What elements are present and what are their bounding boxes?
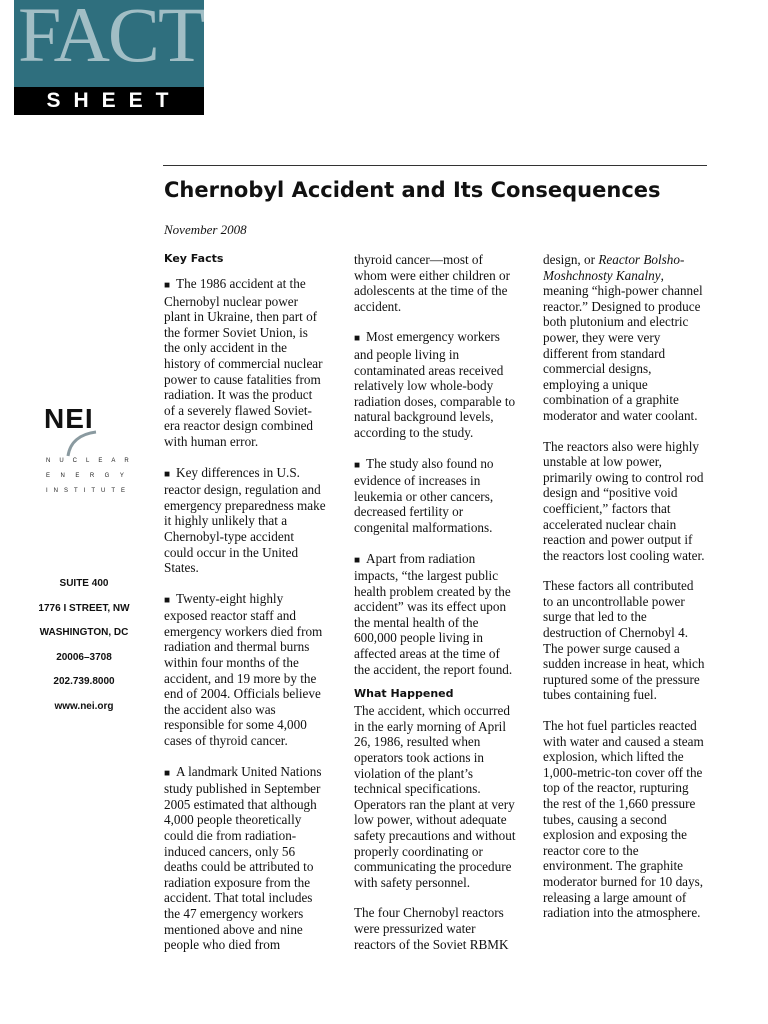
fact-sheet-logo (14, 0, 204, 115)
nei-name-line-2 (46, 473, 135, 488)
square-bullet-icon: ■ (164, 280, 171, 291)
reactor-name-italic: Reactor Bolsho-Moshchnosty Kanalny (543, 252, 685, 283)
body-paragraph: The reactors also were highly unstable at low power, primarily owing to control rod design and “positive void coefficient,” factors that accelerated nuclear chain reaction and power output if the reactors lost cooling water. (543, 438, 705, 563)
body-paragraph: These factors all contributed to an uncontrollable power surge that led to the destruction of Chernobyl 4. The power surge caused a sudden increase in heat, which ruptured some of the pressure tubes containing fuel. (543, 578, 705, 703)
bullet-paragraph (354, 551, 516, 678)
square-bullet-icon: ■ (164, 594, 171, 606)
nei-logo-text: NEI (44, 403, 94, 434)
logo-sheet-text: SHEET (14, 87, 204, 115)
bullet-paragraph (164, 465, 326, 576)
page-title: Chernobyl Accident and Its Consequences (164, 178, 661, 202)
bullet-paragraph (164, 591, 326, 749)
logo-fact-text: FACT (18, 0, 204, 78)
column-1 (164, 252, 326, 968)
address-website[interactable]: www.nei.org (54, 700, 114, 712)
column-3 (543, 252, 705, 936)
nei-address (24, 572, 144, 719)
square-bullet-icon: ■ (354, 333, 361, 345)
column-2 (354, 252, 516, 967)
nei-full-name (46, 458, 138, 503)
key-facts-heading: Key Facts (164, 252, 224, 265)
nei-name-line-1 (46, 458, 138, 473)
body-paragraph: The hot fuel particles reacted with water and caused a steam explosion, which lifted the 1,000-metric-ton cover off the top of the reactor, rupturing the rest of the 1,660 pressure tubes, causing a second explosion and exposing the reactor core to the environment. The graphite moderator burned for 10 days, releasing a large amount of radiation into the atmosphere. (543, 718, 704, 921)
text-run: , meaning “high-power channel reactor.” Designed to produce both plutonium and electric power, they were very different from standard commercial designs, employing a unique combination of a graphite moderator and water coolant. (543, 267, 703, 423)
bullet-text: Apart from radiation impacts, “the largest public health problem created by the accident” was its effect upon the mental health of the 600,000 people living in affected areas at the time of the accident, the report found. (354, 550, 513, 677)
body-paragraph: thyroid cancer—most of whom were either children or adolescents at the time of the accident. (354, 252, 510, 314)
bullet-text: A landmark United Nations study published in September 2005 estimated that although 4,000 people theoretically could die from radiation-induced cancers, only 56 deaths could be attributed to radiation exposure from the accident. That total includes the 47 emergency workers mentioned above and nine people who died from (164, 763, 322, 953)
body-paragraph: The four Chernobyl reactors were pressurized water reactors of the Soviet RBMK (354, 905, 509, 952)
bullet-text: The study also found no evidence of increases in leukemia or other cancers, decreased fertility or congenital malformations. (354, 455, 494, 535)
bullet-text: The 1986 accident at the Chernobyl nuclear power plant in Ukraine, then part of the former Soviet Union, is the only accident in the history of commercial nuclear power to cause fatalities from radiation. It was the product of a severely flawed Soviet-era reactor design combined with human error. (164, 276, 323, 449)
bullet-paragraph (354, 329, 516, 440)
bullet-paragraph (164, 764, 326, 953)
address-suite: SUITE 400 (59, 578, 109, 589)
bullet-text: Most emergency workers and people living in contaminated areas received relatively low whole-body radiation doses, comparable to natural background levels, according to the study. (354, 329, 516, 440)
text-run: design, or (543, 252, 596, 267)
square-bullet-icon: ■ (164, 468, 171, 480)
address-city: WASHINGTON, DC (39, 627, 129, 638)
body-paragraph (543, 252, 705, 424)
address-street: 1776 I STREET, NW (38, 602, 130, 614)
square-bullet-icon: ■ (164, 767, 171, 779)
publication-date: November 2008 (164, 222, 247, 237)
bullet-paragraph (164, 276, 326, 450)
square-bullet-icon: ■ (354, 554, 361, 566)
address-phone: 202.739.8000 (53, 676, 115, 687)
title-rule (163, 165, 707, 166)
address-zip: 20006–3708 (56, 651, 112, 663)
nei-name-word: NUCLEAR (46, 458, 138, 464)
nei-name-word: ENERGY (46, 473, 135, 479)
bullet-text: Twenty-eight highly exposed reactor staff and emergency workers died from radiation and thermal burns within four months of the accident, and 19 more by the end of 2004. Officials believe the accident also was responsible for some 4,000 cases of thyroid cancer. (164, 590, 323, 749)
bullet-paragraph (354, 456, 516, 536)
nei-swoosh-icon (40, 412, 116, 458)
what-happened-heading: What Happened (354, 687, 454, 701)
bullet-text: Key differences in U.S. reactor design, regulation and emergency preparedness make it highly unlikely that a Chernobyl-type accident could occur in the United States. (164, 464, 326, 576)
body-paragraph: The accident, which occurred in the early morning of April 26, 1986, resulted when operators took actions in violation of the plant’s technical specifications. Operators ran the plant at very low power, without adequate safety precautions and without properly coordinating or communicating the procedure with safety personnel. (354, 703, 516, 890)
nei-name-line-3 (46, 488, 131, 503)
nei-name-word: INSTITUTE (46, 488, 131, 494)
square-bullet-icon: ■ (354, 459, 361, 471)
